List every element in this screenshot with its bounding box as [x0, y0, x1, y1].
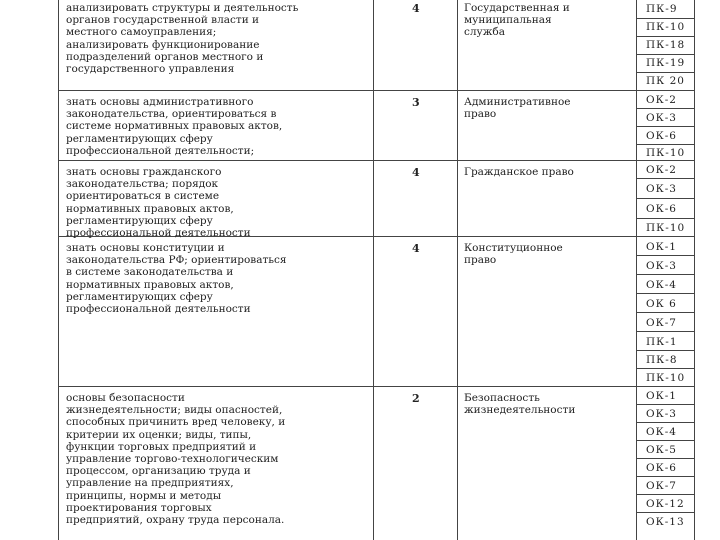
text-line: государственного управления: [66, 62, 235, 75]
competency-divider: [636, 144, 694, 145]
column-divider: [373, 0, 374, 540]
competency-code: ОК-1: [646, 241, 677, 253]
competency-code: ОК-3: [646, 408, 677, 420]
competency-code: ОК-5: [646, 444, 677, 456]
competency-divider: [636, 72, 694, 73]
competency-code: ОК-13: [646, 516, 685, 528]
text-line: служба: [464, 26, 505, 38]
competency-code: ОК-3: [646, 260, 677, 272]
hours-value: 3: [412, 96, 420, 109]
text-line: управление торгово-технологическим: [66, 452, 279, 465]
text-line: предприятий, охрану труда персонала.: [66, 513, 285, 526]
discipline-name: [464, 96, 571, 120]
text-line: управление на предприятиях,: [66, 477, 234, 490]
competency-code: ОК-6: [646, 203, 677, 215]
competency-code: ПК-10: [646, 147, 686, 159]
discipline-name: [464, 166, 574, 178]
competency-divider: [636, 108, 694, 109]
competency-code: ОК-6: [646, 130, 677, 142]
knowledge-text: [66, 242, 287, 315]
text-line: профессиональной деятельности: [66, 302, 251, 315]
competency-code: ОК-2: [646, 164, 677, 176]
text-line: Конституционное: [464, 242, 563, 254]
competency-divider: [636, 494, 694, 495]
text-line: нормативных правовых актов,: [66, 202, 234, 215]
knowledge-text: [66, 96, 282, 157]
competency-code: ПК-19: [646, 57, 686, 69]
text-line: право: [464, 108, 497, 120]
text-line: принципы, нормы и методы: [66, 489, 222, 502]
hours-value: 4: [412, 166, 420, 179]
text-line: Административное: [464, 96, 571, 108]
text-line: законодательства РФ; ориентироваться: [66, 254, 287, 267]
competency-divider: [636, 178, 694, 179]
competency-divider: [636, 18, 694, 19]
text-line: законодательства, ориентироваться в: [66, 108, 277, 121]
text-line: профессиональной деятельности;: [66, 144, 255, 157]
column-divider: [694, 0, 695, 540]
text-line: системе нормативных правовых актов,: [66, 120, 283, 133]
text-line: Государственная и: [464, 2, 570, 14]
competency-divider: [636, 36, 694, 37]
text-line: право: [464, 254, 497, 266]
text-line: процессом, организацию труда и: [66, 465, 251, 478]
text-line: функции торговых предприятий и: [66, 440, 257, 453]
text-line: ориентироваться в системе: [66, 190, 220, 203]
hours-value: 4: [412, 2, 420, 15]
competency-divider: [636, 458, 694, 459]
competency-divider: [636, 274, 694, 275]
competency-code: ПК-10: [646, 222, 686, 234]
text-line: анализировать функционирование: [66, 38, 260, 51]
competency-code: ПК 20: [646, 75, 685, 87]
competency-divider: [636, 440, 694, 441]
text-line: жизнедеятельности; виды опасностей,: [66, 404, 283, 417]
competency-code: ОК-6: [646, 462, 677, 474]
competency-divider: [636, 422, 694, 423]
text-line: регламентирующих сферу: [66, 214, 213, 227]
text-line: способных причинить вред человеку, и: [66, 416, 286, 429]
competency-divider: [636, 293, 694, 294]
text-line: нормативных правовых актов,: [66, 278, 234, 291]
competency-divider: [636, 476, 694, 477]
competency-code: ОК-7: [646, 317, 677, 329]
competency-code: ПК-9: [646, 3, 678, 15]
column-divider: [58, 0, 59, 540]
competency-code: ОК 6: [646, 298, 677, 310]
text-line: критерии их оценки; виды, типы,: [66, 428, 252, 441]
text-line: законодательства; порядок: [66, 178, 219, 191]
discipline-name: [464, 392, 575, 416]
text-line: знать основы административного: [66, 96, 254, 108]
competency-divider: [636, 350, 694, 351]
text-line: знать основы конституции и: [66, 242, 225, 254]
competency-divider: [636, 126, 694, 127]
competency-code: ПК-10: [646, 21, 686, 33]
knowledge-text: [66, 166, 251, 239]
hours-value: 2: [412, 392, 420, 405]
text-line: Безопасность: [464, 392, 540, 404]
discipline-name: [464, 242, 563, 266]
row-divider: [58, 386, 694, 387]
competency-divider: [636, 404, 694, 405]
text-line: анализировать структуры и деятельность: [66, 2, 299, 14]
text-line: в системе законодательства и: [66, 266, 234, 279]
competency-divider: [636, 198, 694, 199]
competency-code: ПК-10: [646, 372, 686, 384]
hours-value: 4: [412, 242, 420, 255]
competency-code: ОК-1: [646, 390, 677, 402]
competency-divider: [636, 312, 694, 313]
knowledge-text: [66, 2, 298, 75]
column-divider: [636, 0, 637, 540]
text-line: регламентирующих сферу: [66, 290, 213, 303]
competency-divider: [636, 512, 694, 513]
text-line: муниципальная: [464, 14, 552, 26]
competency-code: ОК-2: [646, 94, 677, 106]
text-line: профессиональной деятельности: [66, 226, 251, 239]
text-line: местного самоуправления;: [66, 26, 217, 39]
competency-code: ОК-4: [646, 426, 677, 438]
text-line: Гражданское право: [464, 166, 574, 178]
text-line: основы безопасности: [66, 392, 185, 404]
text-line: жизнедеятельности: [464, 404, 576, 416]
text-line: проектирования торговых: [66, 501, 212, 514]
discipline-name: [464, 2, 570, 38]
competency-code: ПК-8: [646, 354, 678, 366]
competency-code: ОК-3: [646, 183, 677, 195]
text-line: органов государственной власти и: [66, 14, 260, 27]
text-line: подразделений органов местного и: [66, 50, 264, 63]
knowledge-text: [66, 392, 285, 526]
text-line: регламентирующих сферу: [66, 132, 213, 145]
row-divider: [58, 160, 694, 161]
competency-code: ОК-12: [646, 498, 685, 510]
column-divider: [457, 0, 458, 540]
competency-code: ПК-1: [646, 336, 678, 348]
competency-divider: [636, 331, 694, 332]
competency-divider: [636, 218, 694, 219]
competency-divider: [636, 54, 694, 55]
competency-divider: [636, 368, 694, 369]
text-line: знать основы гражданского: [66, 166, 222, 178]
competency-code: ОК-7: [646, 480, 677, 492]
competency-code: ПК-18: [646, 39, 686, 51]
row-divider: [58, 90, 694, 91]
competency-divider: [636, 255, 694, 256]
competency-code: ОК-3: [646, 112, 677, 124]
competency-code: ОК-4: [646, 279, 677, 291]
